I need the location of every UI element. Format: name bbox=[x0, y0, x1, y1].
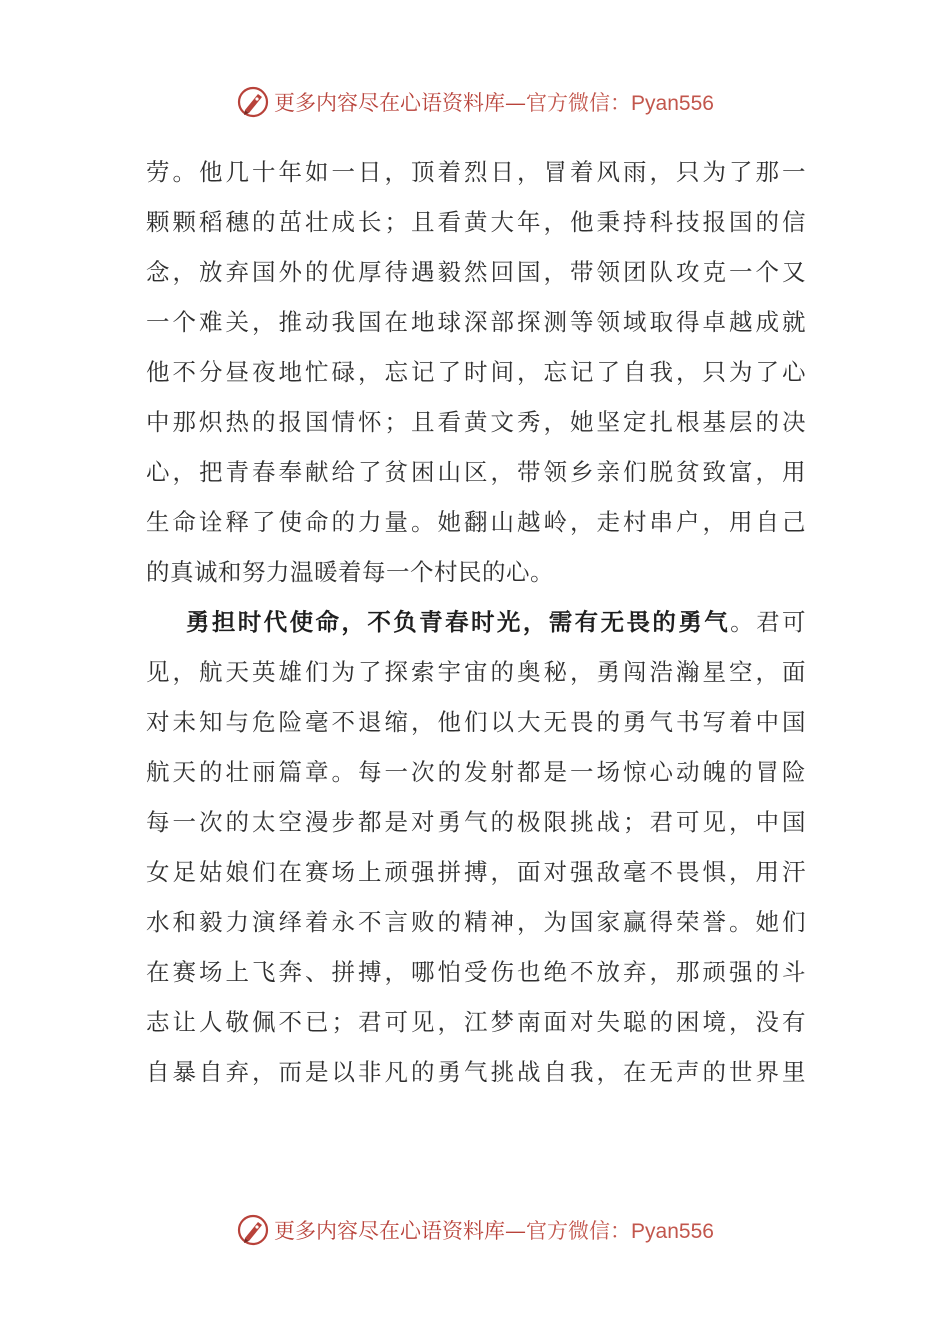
text-line: 每一次的太空漫步都是对勇气的极限挑战；君可见，中国 bbox=[146, 808, 806, 836]
text-line: 生命诠释了使命的力量。她翻山越岭，走村串户，用自己 bbox=[146, 508, 806, 536]
text-line: 水和毅力演绎着永不言败的精神，为国家赢得荣誉。她们 bbox=[146, 908, 806, 936]
paragraph-lead-rest: 。君可 bbox=[730, 608, 807, 636]
banner-text bbox=[274, 1215, 714, 1245]
banner-text bbox=[274, 87, 714, 117]
text-line: 念，放弃国外的优厚待遇毅然回国，带领团队攻克一个又 bbox=[146, 258, 806, 286]
text-line: 中那炽热的报国情怀；且看黄文秀，她坚定扎根基层的决 bbox=[146, 408, 806, 436]
text-line: 心，把青春奉献给了贫困山区，带领乡亲们脱贫致富，用 bbox=[146, 458, 806, 486]
text-line: 的真诚和努力温暖着每一个村民的心。 bbox=[146, 558, 554, 586]
banner-title: 更多内容尽在心语资料库 bbox=[274, 91, 506, 115]
banner-wechat-id: Pyan556 bbox=[631, 1220, 714, 1243]
banner-wechat-label: 官方微信： bbox=[526, 91, 632, 115]
text-line: 在赛场上飞奔、拼搏，哪怕受伤也绝不放弃，那顽强的斗 bbox=[146, 958, 806, 986]
banner-wechat-id: Pyan556 bbox=[631, 92, 714, 115]
text-line: 见，航天英雄们为了探索宇宙的奥秘，勇闯浩瀚星空，面 bbox=[146, 658, 806, 686]
banner-title: 更多内容尽在心语资料库 bbox=[274, 1219, 506, 1243]
text-line: 自暴自弃，而是以非凡的勇气挑战自我，在无声的世界里 bbox=[146, 1058, 806, 1086]
document-body bbox=[146, 147, 806, 1097]
pen-nib-logo-icon bbox=[236, 85, 270, 119]
footer-banner bbox=[0, 1210, 950, 1250]
paragraph-lead-line bbox=[146, 597, 806, 647]
pen-nib-logo-icon bbox=[236, 1213, 270, 1247]
text-line: 志让人敬佩不已；君可见，江梦南面对失聪的困境，没有 bbox=[146, 1008, 806, 1036]
text-line: 他不分昼夜地忙碌，忘记了时间，忘记了自我，只为了心 bbox=[146, 358, 806, 386]
text-line: 一个难关，推动我国在地球深部探测等领域取得卓越成就 bbox=[146, 308, 806, 336]
text-line: 航天的壮丽篇章。每一次的发射都是一场惊心动魄的冒险 bbox=[146, 758, 806, 786]
text-line: 颗颗稻穗的茁壮成长；且看黄大年，他秉持科技报国的信 bbox=[146, 208, 806, 236]
banner-wechat-label: 官方微信： bbox=[526, 1219, 632, 1243]
header-banner bbox=[0, 82, 950, 122]
text-line: 劳。他几十年如一日，顶着烈日，冒着风雨，只为了那一 bbox=[146, 158, 806, 186]
banner-dash: — bbox=[505, 91, 527, 115]
banner-dash: — bbox=[505, 1219, 527, 1243]
paragraph-heading-bold: 勇担时代使命，不负青春时光，需有无畏的勇气 bbox=[184, 608, 731, 636]
text-line: 女足姑娘们在赛场上顽强拼搏，面对强敌毫不畏惧，用汗 bbox=[146, 858, 806, 886]
text-line: 对未知与危险毫不退缩，他们以大无畏的勇气书写着中国 bbox=[146, 708, 806, 736]
